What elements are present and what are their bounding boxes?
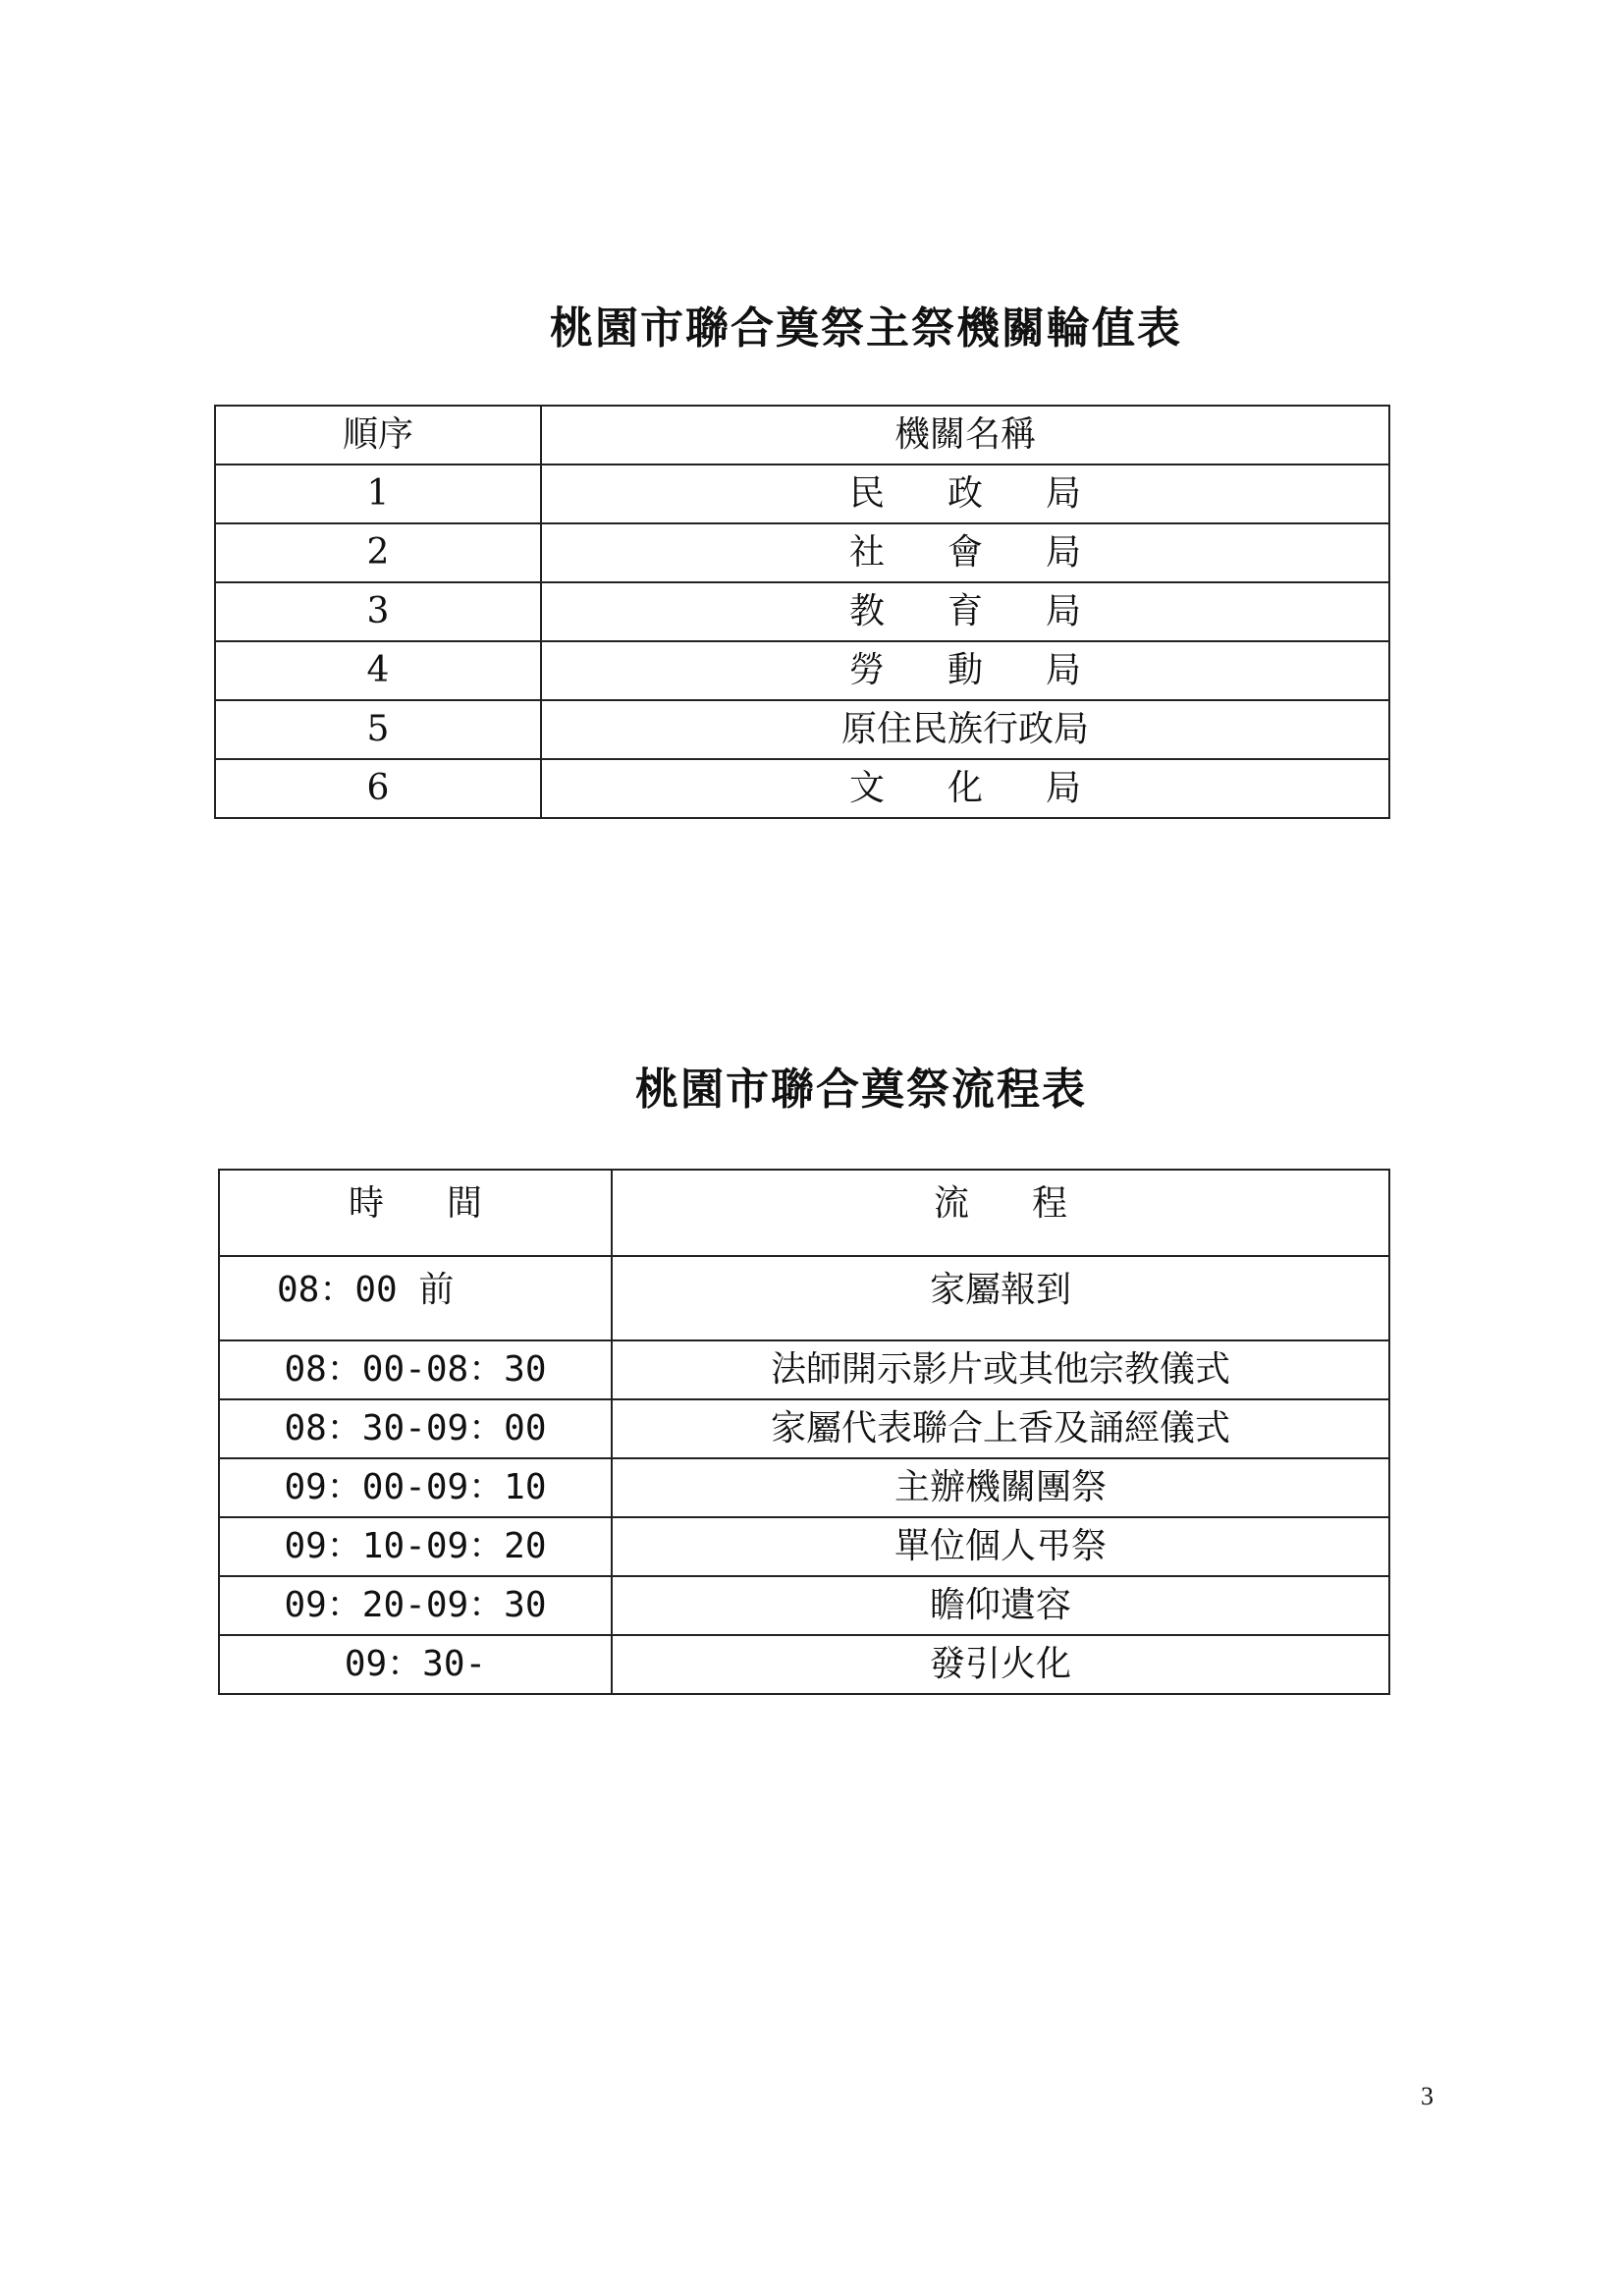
- step-cell: 瞻仰遺容: [612, 1576, 1389, 1635]
- step-cell: 法師開示影片或其他宗教儀式: [612, 1340, 1389, 1399]
- order-cell: 2: [215, 523, 541, 582]
- step-cell: 家屬代表聯合上香及誦經儀式: [612, 1399, 1389, 1458]
- header-agency-name: 機關名稱: [541, 406, 1389, 464]
- table-row: [219, 1635, 1389, 1694]
- time-cell: 09：20-09：30: [219, 1576, 612, 1635]
- time-cell: 09：10-09：20: [219, 1517, 612, 1576]
- table-row: [215, 582, 1389, 641]
- rota-table-title: 桃園市聯合奠祭主祭機關輪值表: [550, 303, 1182, 354]
- flow-table-title: 桃園市聯合奠祭流程表: [635, 1065, 1087, 1115]
- time-cell: 08：00 前: [219, 1256, 612, 1340]
- step-cell: 主辦機關團祭: [612, 1458, 1389, 1517]
- step-cell: 發引火化: [612, 1635, 1389, 1694]
- order-cell: 4: [215, 641, 541, 700]
- step-cell: 單位個人弔祭: [612, 1517, 1389, 1576]
- order-cell: 3: [215, 582, 541, 641]
- time-cell: 09：30-: [219, 1635, 612, 1694]
- order-cell: 5: [215, 700, 541, 759]
- order-cell: 6: [215, 759, 541, 818]
- time-cell: 08：30-09：00: [219, 1399, 612, 1458]
- header-time: 時間: [219, 1170, 612, 1256]
- agency-cell: 文化局: [541, 759, 1389, 818]
- order-cell: 1: [215, 464, 541, 523]
- table-row: [219, 1458, 1389, 1517]
- agency-cell: 原住民族行政局: [541, 700, 1389, 759]
- page-number: 3: [1421, 2082, 1434, 2110]
- header-process: 流程: [612, 1170, 1389, 1256]
- agency-cell: 教育局: [541, 582, 1389, 641]
- table-row: [219, 1340, 1389, 1399]
- table-row: [219, 1517, 1389, 1576]
- header-order: 順序: [215, 406, 541, 464]
- time-cell: 09：00-09：10: [219, 1458, 612, 1517]
- agency-cell: 社會局: [541, 523, 1389, 582]
- table-row: [215, 641, 1389, 700]
- time-cell: 08：00-08：30: [219, 1340, 612, 1399]
- table-row: [219, 1256, 1389, 1340]
- table-row: [215, 464, 1389, 523]
- table-row: [215, 523, 1389, 582]
- agency-cell: 民政局: [541, 464, 1389, 523]
- table-row: [219, 1399, 1389, 1458]
- table-row: [219, 1576, 1389, 1635]
- table-row: [215, 700, 1389, 759]
- rota-table: [214, 405, 1390, 819]
- agency-cell: 勞動局: [541, 641, 1389, 700]
- table-header-row: [215, 406, 1389, 464]
- flow-table: [218, 1169, 1390, 1695]
- step-cell: 家屬報到: [612, 1256, 1389, 1340]
- table-row: [215, 759, 1389, 818]
- table-header-row: [219, 1170, 1389, 1256]
